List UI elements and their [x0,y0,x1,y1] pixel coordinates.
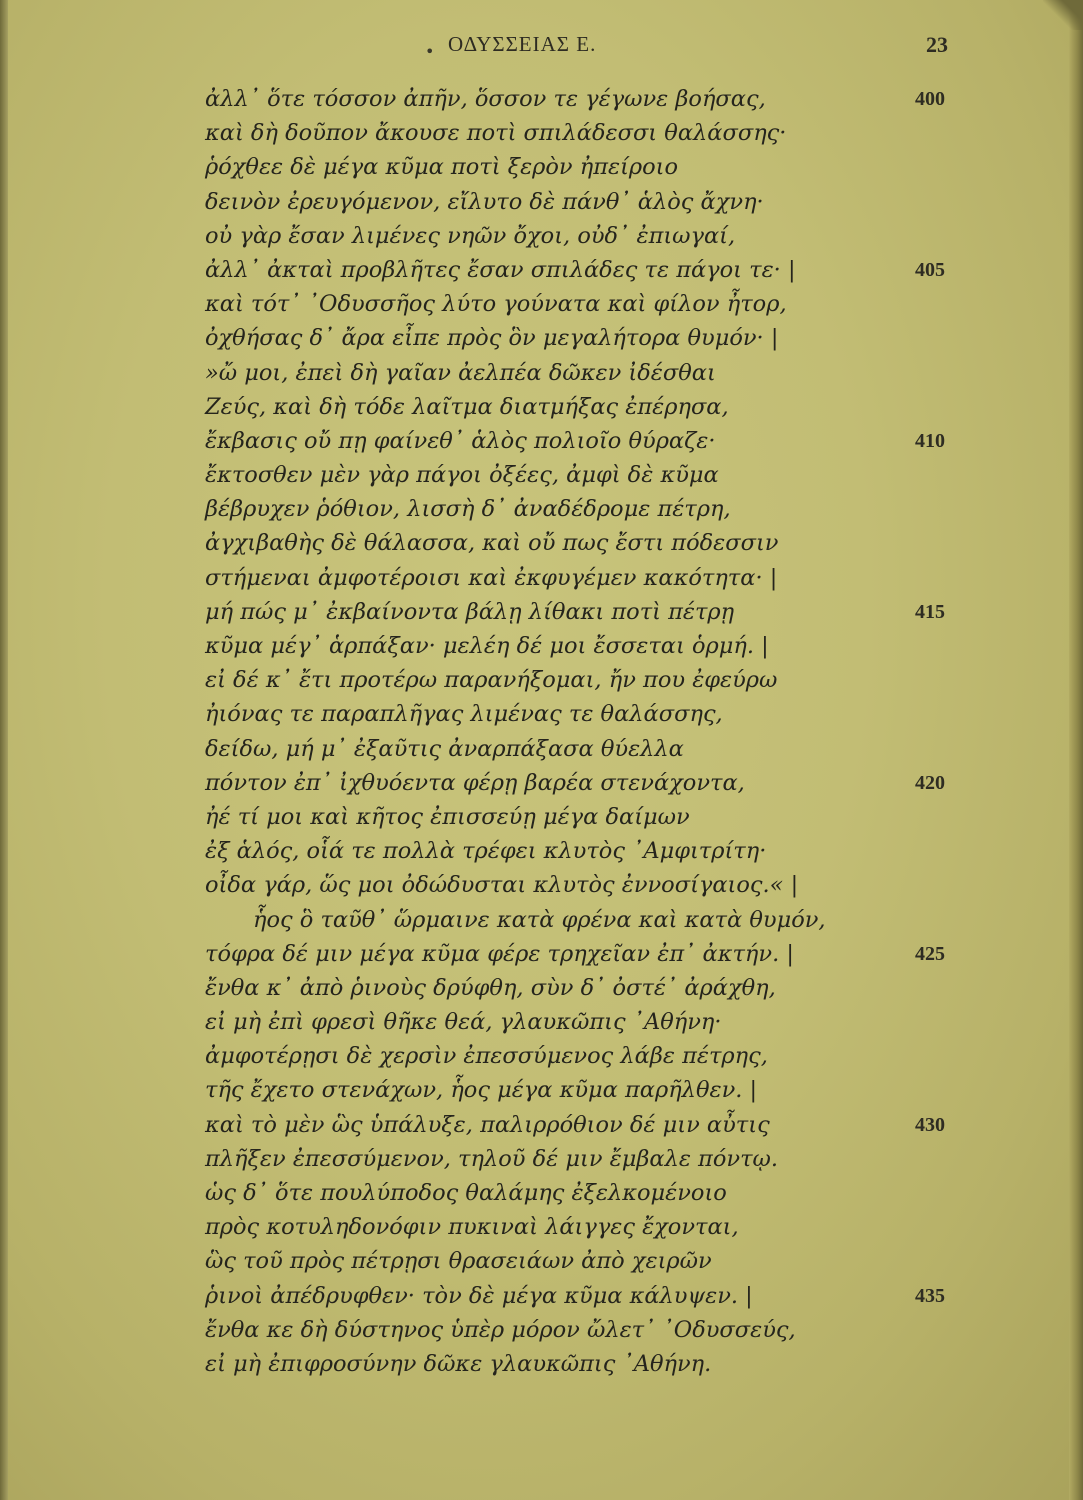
verse-line [0,838,1083,872]
verse-text: πρὸς κοτυληδονόφιν πυκιναὶ λάιγγες ἔχονται, [205,1214,739,1241]
verse-line [0,120,1083,154]
verse-line [0,394,1083,428]
verse-line [0,1180,1083,1214]
verse-line [0,1146,1083,1180]
verse-line [0,1283,1083,1317]
verse-text: δεινὸν ἐρευγόμενον, εἴλυτο δὲ πάνθ᾿ ἁλὸς ἄχνη· [205,188,764,215]
verse-text: ἧος ὃ ταῦθ᾿ ὥρμαινε κατὰ φρένα καὶ κατὰ θυμόν, [253,906,826,933]
verse-line [0,599,1083,633]
verse-text: εἰ μὴ ἐπὶ φρεσὶ θῆκε θεά, γλαυκῶπις ᾿Αθήνη· [205,1009,722,1036]
verse-text: πλῆξεν ἐπεσσύμενον, τηλοῦ δέ μιν ἔμβαλε πόντῳ. [205,1145,779,1172]
line-number: 405 [915,258,945,281]
verse-line [0,907,1083,941]
verse-text: εἰ δέ κ᾿ ἔτι προτέρω παρανήξομαι, ἤν που ἐφεύρω [205,667,778,694]
verse-line [0,565,1083,599]
verse-line [0,1077,1083,1111]
verse-line [0,325,1083,359]
verse-text: κῦμα μέγ᾿ ἁρπάξαν· μελέη δέ μοι ἔσσεται ὁρμή. | [205,633,769,659]
verse-text: πόντον ἐπ᾿ ἰχθυόεντα φέρῃ βαρέα στενάχοντα, [205,769,745,796]
verse-text: ἠιόνας τε παραπλῆγας λιμένας τε θαλάσσης, [205,701,723,728]
verse-line [0,462,1083,496]
verse-text: καὶ τὸ μὲν ὣς ὑπάλυξε, παλιρρόθιον δέ μιν αὖτις [205,1111,770,1138]
verse-line [0,872,1083,906]
verse-text: ἔκβασις οὔ πῃ φαίνεθ᾿ ἁλὸς πολιοῖο θύραζε· [205,427,716,454]
verse-text: Ζεύς, καὶ δὴ τόδε λαῖτμα διατμήξας ἐπέρησα, [205,393,729,420]
verse-line [0,1009,1083,1043]
verse-line [0,154,1083,188]
verse-text: εἰ μὴ ἐπιφροσύνην δῶκε γλαυκῶπις ᾿Αθήνη. [205,1350,712,1377]
line-number: 425 [915,942,945,965]
verse-text: μή πώς μ᾿ ἐκβαίνοντα βάλῃ λίθακι ποτὶ πέτρῃ [205,598,735,625]
page-number: 23 [926,32,948,57]
line-number: 435 [915,1284,945,1307]
verse-line [0,667,1083,701]
verse-text: δείδω, μή μ᾿ ἐξαῦτις ἀναρπάξασα θύελλα [205,735,684,762]
verse-line [0,701,1083,735]
line-number: 420 [915,771,945,794]
verse-text: ἀγχιβαθὴς δὲ θάλασσα, καὶ οὔ πως ἔστι πόδεσσιν [205,530,779,557]
running-head [0,22,1083,62]
verse-line [0,1351,1083,1385]
poem-text [0,86,1083,1385]
verse-text: ἐξ ἁλός, οἷά τε πολλὰ τρέφει κλυτὸς ᾿Αμφιτρίτη· [205,838,767,865]
line-number: 430 [915,1113,945,1136]
verse-line [0,189,1083,223]
verse-text: ἀλλ᾿ ὅτε τόσσον ἀπῆν, ὅσσον τε γέγωνε βοήσας, [205,86,766,112]
verse-text: ἔκτοσθεν μὲν γὰρ πάγοι ὀξέες, ἀμφὶ δὲ κῦμα [205,462,719,489]
verse-line [0,1248,1083,1282]
verse-line [0,496,1083,530]
verse-line [0,86,1083,120]
verse-text: ὡς δ᾿ ὅτε πουλύποδος θαλάμης ἐξελκομένοιο [205,1180,727,1206]
page-title: ΟΔΥΣΣΕΙΑΣ Ε. [448,32,597,56]
verse-text: »ὤ μοι, ἐπεὶ δὴ γαῖαν ἀελπέα δῶκεν ἰδέσθαι [205,359,716,386]
verse-text: ὀχθήσας δ᾿ ἄρα εἶπε πρὸς ὃν μεγαλήτορα θυμόν· | [205,325,779,352]
line-number: 400 [915,88,945,110]
verse-line [0,291,1083,325]
verse-text: οἶδα γάρ, ὥς μοι ὀδώδυσται κλυτὸς ἐννοσίγαιος.« | [205,872,799,899]
verse-line [0,1112,1083,1146]
verse-text: καὶ τότ᾿ ᾿Οδυσσῆος λύτο γούνατα καὶ φίλον ἦτορ, [205,291,787,318]
verse-text: βέβρυχεν ῥόθιον, λισσὴ δ᾿ ἀναδέδρομε πέτρη, [205,496,731,523]
verse-line [0,736,1083,770]
verse-line [0,975,1083,1009]
line-number: 410 [915,429,945,452]
verse-line [0,633,1083,667]
verse-line [0,941,1083,975]
verse-text: καὶ δὴ δοῦπον ἄκουσε ποτὶ σπιλάδεσσι θαλάσσης· [205,120,787,147]
verse-text: ἠέ τί μοι καὶ κῆτος ἐπισσεύῃ μέγα δαίμων [205,803,690,830]
verse-text: ἀλλ᾿ ἀκταὶ προβλῆτες ἔσαν σπιλάδες τε πάγοι τε· | [205,256,796,283]
verse-line [0,1043,1083,1077]
verse-line [0,257,1083,291]
verse-text: ὣς τοῦ πρὸς πέτρῃσι θρασειάων ἀπὸ χειρῶν [205,1248,712,1275]
verse-line [0,770,1083,804]
verse-text: τόφρα δέ μιν μέγα κῦμα φέρε τρηχεῖαν ἐπ᾿ ἀκτήν. | [205,940,794,967]
verse-text: ἔνθα κε δὴ δύστηνος ὑπὲρ μόρον ὤλετ᾿ ᾿Οδυσσεύς, [205,1316,796,1343]
line-number: 415 [915,600,945,623]
verse-text: ἔνθα κ᾿ ἀπὸ ῥινοὺς δρύφθη, σὺν δ᾿ ὀστέ᾿ ἀράχθη, [205,974,776,1001]
verse-text: τῆς ἔχετο στενάχων, ἧος μέγα κῦμα παρῆλθεν. | [205,1077,758,1104]
verse-text: ῥόχθεε δὲ μέγα κῦμα ποτὶ ξερὸν ἠπείροιο [205,154,679,181]
verse-text: ῥινοὶ ἀπέδρυφθεν· τὸν δὲ μέγα κῦμα κάλυψεν. | [205,1282,753,1309]
verse-text: οὐ γὰρ ἔσαν λιμένες νηῶν ὄχοι, οὐδ᾿ ἐπιωγαί, [205,222,736,249]
verse-line [0,1317,1083,1351]
verse-line [0,1214,1083,1248]
verse-line [0,530,1083,564]
verse-line [0,804,1083,838]
verse-line [0,223,1083,257]
verse-line [0,360,1083,394]
head-dot: • [425,42,435,61]
verse-text: στήμεναι ἀμφοτέροισι καὶ ἐκφυγέμεν κακότητα· | [205,564,778,591]
verse-line [0,428,1083,462]
verse-text: ἀμφοτέρῃσι δὲ χερσὶν ἐπεσσύμενος λάβε πέτρης, [205,1043,768,1070]
